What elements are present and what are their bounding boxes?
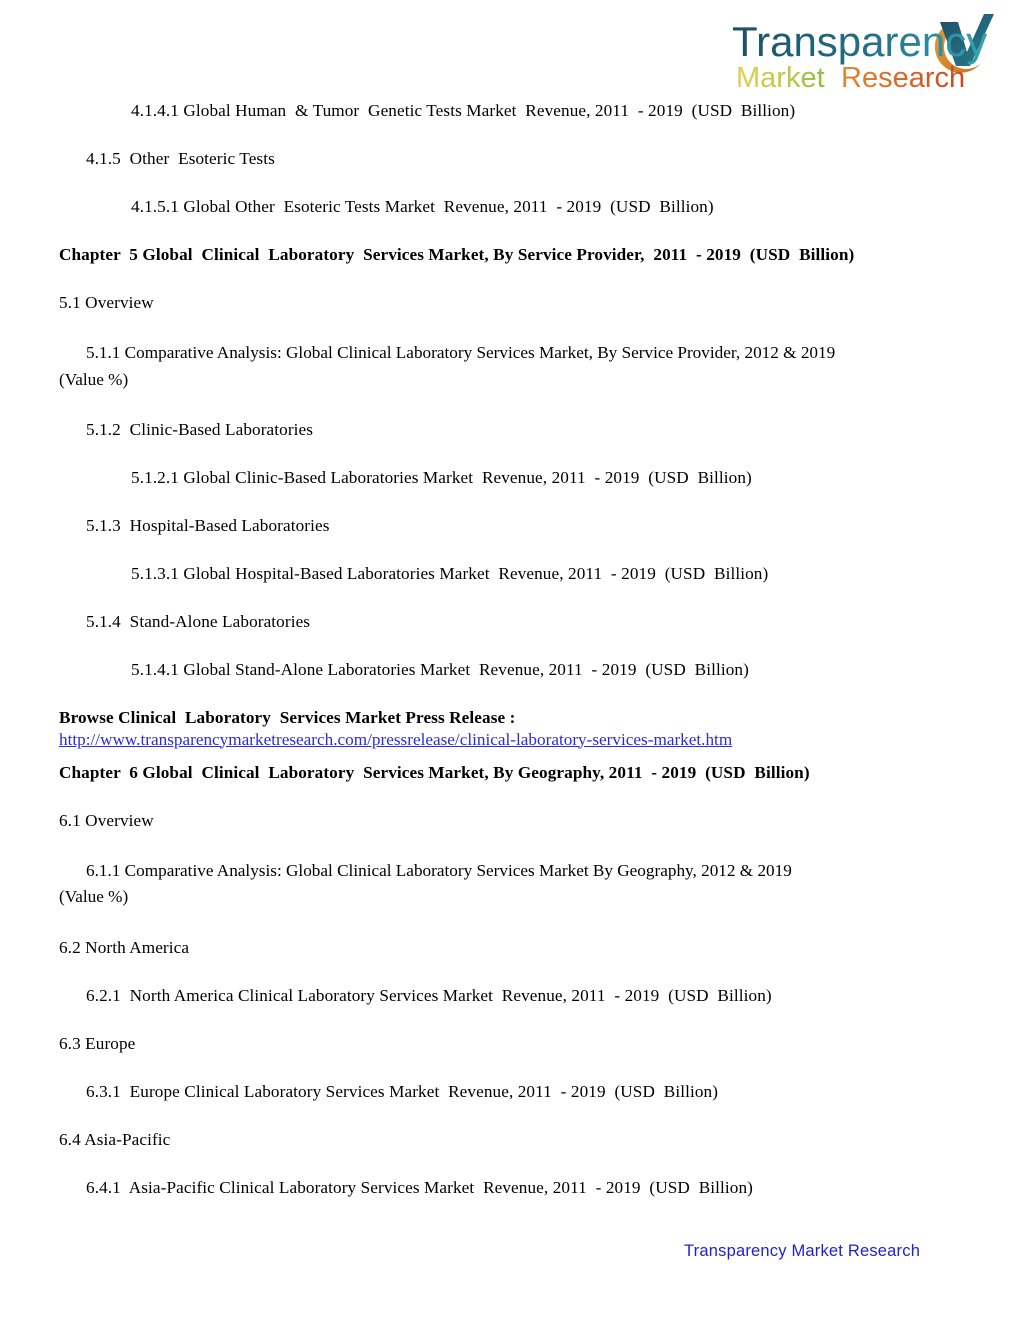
toc-entry: 5.1 Overview — [59, 293, 154, 313]
logo-text-market: Market — [736, 62, 825, 92]
toc-entry: 6.3 Europe — [59, 1033, 136, 1053]
page-footer: Transparency Market Research — [684, 1242, 921, 1260]
toc-entry: 5.1.4.1 Global Stand-Alone Laboratories Market Revenue, 2011 - 2019 (USD Billion) — [131, 660, 749, 680]
toc-entry: 6.4.1 Asia-Pacific Clinical Laboratory Services Market Revenue, 2011 - 2019 (USD Billion) — [86, 1177, 753, 1197]
toc-entry-continuation: (Value %) — [59, 887, 129, 907]
logo-text-transparency: Transparency — [732, 18, 988, 65]
chapter-6-heading: Chapter 6 Global Clinical Laboratory Services Market, By Geography, 2011 - 2019 (USD Billion) — [59, 762, 810, 782]
toc-entry: 5.1.3 Hospital-Based Laboratories — [86, 516, 330, 536]
toc-entry: 4.1.5.1 Global Other Esoteric Tests Market Revenue, 2011 - 2019 (USD Billion) — [131, 197, 714, 217]
logo-text-research: Research — [841, 62, 966, 92]
toc-entry: 6.4 Asia-Pacific — [59, 1129, 171, 1149]
toc-entry: 4.1.5 Other Esoteric Tests — [86, 149, 275, 169]
toc-entry: 6.1 Overview — [59, 810, 154, 830]
toc-entry: 6.3.1 Europe Clinical Laboratory Services Market Revenue, 2011 - 2019 (USD Billion) — [86, 1081, 719, 1101]
toc-entry: 6.2.1 North America Clinical Laboratory Services Market Revenue, 2011 - 2019 (USD Billion) — [86, 985, 772, 1005]
browse-press-release-heading: Browse Clinical Laboratory Services Market Press Release : — [59, 708, 516, 728]
press-release-block — [59, 707, 935, 755]
chapter-5-heading: Chapter 5 Global Clinical Laboratory Services Market, By Service Provider, 2011 - 2019 (USD Billion) — [59, 245, 855, 265]
toc-entry-continuation: (Value %) — [59, 369, 129, 389]
toc-entry: 5.1.4 Stand-Alone Laboratories — [86, 612, 311, 632]
toc-entry-wrapped — [59, 858, 935, 911]
toc-entry-text: 5.1.1 Comparative Analysis: Global Clinical Laboratory Services Market, By Service Provider, 2012 & 2019 — [86, 343, 836, 363]
logo-artwork — [728, 8, 996, 92]
toc-entry-text: 6.1.1 Comparative Analysis: Global Clinical Laboratory Services Market By Geography, 2012 & 2019 — [86, 860, 792, 880]
toc-entry: 5.1.3.1 Global Hospital-Based Laboratories Market Revenue, 2011 - 2019 (USD Billion) — [131, 564, 769, 584]
toc-entry: 5.1.2.1 Global Clinic-Based Laboratories Market Revenue, 2011 - 2019 (USD Billion) — [131, 468, 752, 488]
toc-entry-wrapped — [59, 340, 935, 393]
toc-entry: 6.2 North America — [59, 937, 190, 957]
document-body — [59, 100, 935, 1225]
press-release-link[interactable]: http://www.transparencymarketresearch.com/pressrelease/clinical-laboratory-services-market.htm — [59, 729, 733, 749]
transparency-market-research-logo — [728, 8, 996, 92]
toc-entry: 5.1.2 Clinic-Based Laboratories — [86, 420, 314, 440]
toc-entry: 4.1.4.1 Global Human & Tumor Genetic Tests Market Revenue, 2011 - 2019 (USD Billion) — [131, 101, 796, 120]
